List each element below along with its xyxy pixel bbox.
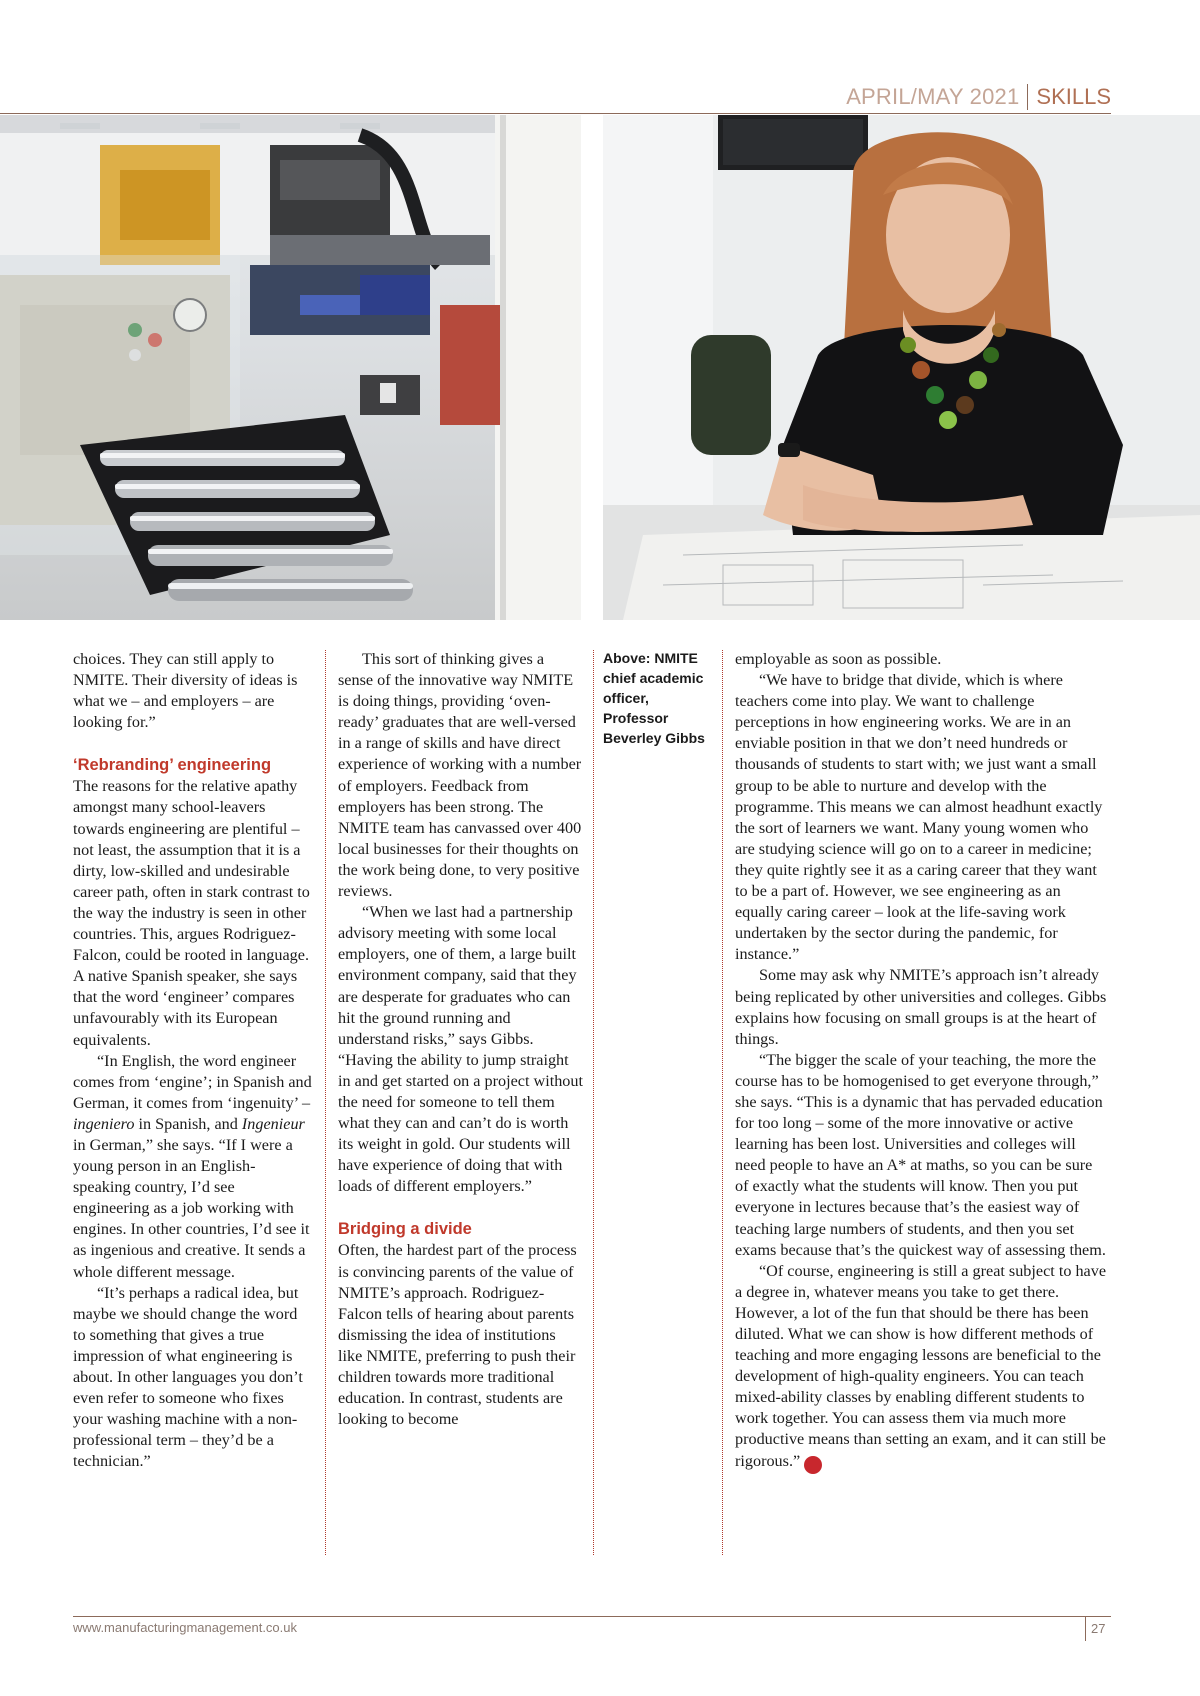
column-divider xyxy=(722,650,723,1555)
paragraph: Often, the hardest part of the process is convincing parents of the value of NMITE’s approach. Rodriguez-Falcon tells of hearing about parents dismissing the idea of institutions like NMITE, preferring to push their children towards more traditional education. In contrast, students are looking to become xyxy=(338,1241,577,1429)
paragraph: choices. They can still apply to NMITE. Their diversity of ideas is what we – and employers – are looking for.” xyxy=(73,650,298,732)
photo-caption: Above: NMITE chief academic officer, Professor Beverley Gibbs xyxy=(603,650,705,746)
running-header xyxy=(846,84,1111,110)
paragraph: Some may ask why NMITE’s approach isn’t already being replicated by other universities and colleges. Gibbs explains how focusing on small groups is at the heart of things. xyxy=(735,966,1107,1048)
paragraph: “We have to bridge that divide, which is where teachers come into play. We want to challenge perceptions in how engineering works. We are in an enviable position in that we don’t need hundreds or thousands of students to start with; we just want a small group to be able to nurture and develop with the programme. This means we can almost headhunt exactly the sort of learners we want. Many young women who are studying science will go on to a career in medicine; they quite rightly see it as a caring career that they want to be a part of. However, we see engineering as an equally caring career – look at the life-saving work undertaken by the sector during the pandemic, for instance.” xyxy=(735,671,1103,964)
workshop-illustration xyxy=(0,115,581,620)
issue-date: APRIL/MAY 2021 xyxy=(846,84,1020,109)
paragraph: “In English, the word engineer comes from ‘engine’; in Spanish and German, it comes from ‘ingenuity’ – ingeniero in Spanish, and Ingenieur in German,” she says. “If I were a young person in an English-speaking country, I’d see engineering as a job working with engines. In other countries, I’d see it as ingenious and creative. It sends a whole different message. xyxy=(73,1051,312,1281)
paragraph: “The bigger the scale of your teaching, the more the course has to be homogenised to get everyone through,” she says. “This is a dynamic that has pervaded education for too long – some of the more innovative or active learning has been lost. Universities and colleges will need people to have an A* at maths, so you can be sure of exactly what the students will know. Then you put everyone in lectures because that’s the easiest way of teaching large numbers of students, and then you set exams because that’s the quickest way of assessing them. xyxy=(735,1050,1106,1259)
portrait-illustration xyxy=(603,115,1200,620)
paragraph: The reasons for the relative apathy amongst many school-leavers towards engineering are plentiful – not least, the assumption that it is a dirty, low-skilled and undesirable career path, often in stark contrast to the way the industry is seen in other countries. This, argues Rodriguez-Falcon, could be rooted in language. A native Spanish speaker, she says that the word ‘engineer’ compares unfavourably with its European equivalents. xyxy=(73,777,310,1049)
section-name: SKILLS xyxy=(1036,84,1111,109)
article-end-mark-icon: M xyxy=(804,1456,822,1474)
paragraph: This sort of thinking gives a sense of the innovative way NMITE is doing things, providing ‘oven-ready’ graduates that are well-versed in a range of skills and have direct experience of working with a number of employers. Feedback from employers has been strong. The NMITE team has canvassed over 400 local businesses for their thoughts on the work being done, to very positive reviews. xyxy=(338,650,582,901)
article-column-2 xyxy=(338,649,583,1430)
footer-separator xyxy=(1085,1617,1086,1641)
subheading-bridging: Bridging a divide xyxy=(338,1220,472,1239)
article-column-1 xyxy=(73,649,313,1472)
subheading-rebranding: ‘Rebranding’ engineering xyxy=(73,756,272,775)
column-divider xyxy=(325,650,326,1555)
header-separator xyxy=(1027,84,1028,110)
footer-rule xyxy=(73,1616,1111,1617)
paragraph: “Of course, engineering is still a great subject to have a degree in, whatever means you take to get there. However, a lot of the fun that should be there has been diluted. What we can show is how different methods of teaching and more engaging lessons are beneficial to the development of high-quality engineers. You can teach mixed-ability classes by enabling different students to work together. You can assess them via much more productive means than setting an exam, and it can still be rigorous.” M xyxy=(735,1261,1107,1472)
footer-website: www.manufacturingmanagement.co.uk xyxy=(73,1620,298,1635)
page-number: 27 xyxy=(1091,1621,1106,1636)
header-rule xyxy=(0,113,1111,114)
paragraph: employable as soon as possible. xyxy=(735,650,942,668)
paragraph: “It’s perhaps a radical idea, but maybe we should change the word to something that gives a true impression of what engineering is about. In other languages you don’t even refer to someone who fixes your washing machine with a non-professional term – they’d be a technician.” xyxy=(73,1283,303,1471)
portrait-photo xyxy=(603,115,1200,620)
workshop-photo xyxy=(0,115,581,620)
paragraph: “When we last had a partnership advisory meeting with some local employers, one of them, a large built environment company, said that they are desperate for graduates who can hit the ground running and understand risks,” says Gibbs. “Having the ability to jump straight in and get started on a project without the need for someone to tell them what they can and can’t do is worth its weight in gold. Our students will have experience of doing that with loads of different employers.” xyxy=(338,903,583,1196)
column-divider xyxy=(593,650,594,1555)
article-column-3 xyxy=(735,649,1107,1474)
